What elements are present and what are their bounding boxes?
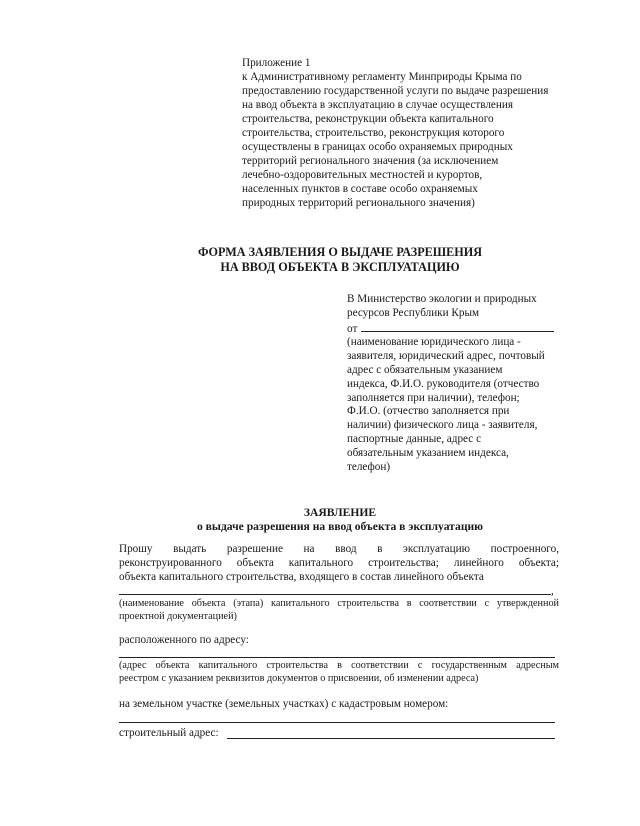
appendix-line: территорий регионального значения (за исключением xyxy=(242,155,499,167)
request-line3: объекта капитального строительства, входящего в состав линейного объекта xyxy=(119,571,484,583)
recipient-hint-line: обязательным указанием индекса, xyxy=(347,446,509,459)
address-field[interactable] xyxy=(119,657,555,658)
address-hint-line1: (адрес объекта капитального строительства в соответствии с государственным адресным xyxy=(119,660,559,671)
recipient-line1: В Министерство экологии и природных xyxy=(347,293,537,305)
appendix-header xyxy=(242,56,572,210)
recipient-hint-line: паспортные данные, адрес с xyxy=(347,432,482,445)
recipient-line2: ресурсов Республики Крым xyxy=(347,306,480,319)
appendix-line: строительства, реконструкции объекта капитального xyxy=(242,113,494,125)
recipient-hint-line: адрес с обязательным указанием xyxy=(347,363,503,376)
recipient-hint-line: заявителя, юридический адрес, почтовый xyxy=(347,350,545,363)
form-title-line2: НА ВВОД ОБЪЕКТА В ЭКСПЛУАТАЦИЮ xyxy=(220,260,460,274)
build-address-label: строительный адрес: xyxy=(119,727,219,739)
address-hint-line2: реестром с указанием реквизитов документов о присвоении, об изменении адреса) xyxy=(119,673,479,684)
located-label: расположенного по адресу: xyxy=(119,634,249,646)
cadastral-label: на земельном участке (земельных участках) с кадастровым номером: xyxy=(119,698,449,710)
request-line2: реконструированного объекта капитального строительства; линейного объекта; xyxy=(119,557,559,569)
recipient-from-field[interactable] xyxy=(361,321,554,332)
request-line1: Прошу выдать разрешение на ввод в эксплуатацию построенного, xyxy=(119,543,559,555)
appendix-line: населенных пунктов в составе особо охраняемых xyxy=(242,183,478,195)
appendix-line: лечебно-оздоровительных местностей и курортов, xyxy=(242,169,483,181)
recipient-hint-line: заполняется при наличии), телефон; xyxy=(347,391,520,404)
recipient-from-row xyxy=(347,321,562,337)
form-title-line1: ФОРМА ЗАЯВЛЕНИЯ О ВЫДАЧЕ РАЗРЕШЕНИЯ xyxy=(197,245,483,259)
cadastral-number-field[interactable] xyxy=(119,722,555,723)
statement-title-block xyxy=(120,506,560,533)
appendix-line: строительства, строительство, реконструкция которого xyxy=(242,127,505,139)
object-name-field[interactable] xyxy=(119,594,551,595)
recipient-hint-line: телефон) xyxy=(347,460,391,473)
object-hint-line1: (наименование объекта (этапа) капитального строительства в соответствии с утвержденной xyxy=(119,598,559,609)
recipient-hint-line: индекса, Ф.И.О. руководителя (отчество xyxy=(347,377,540,390)
appendix-line: природных территорий регионального значения) xyxy=(242,197,475,209)
appendix-line: к Административному регламенту Минприроды Крыма по xyxy=(242,71,522,83)
form-title xyxy=(120,245,560,275)
recipient-hint-line: наличии) физического лица - заявителя, xyxy=(347,419,538,432)
object-name-comma: , xyxy=(551,585,554,597)
object-hint-line2: проектной документацией) xyxy=(119,611,237,622)
recipient-block xyxy=(347,293,562,474)
appendix-line: Приложение 1 xyxy=(242,57,311,69)
appendix-line: предоставлению государственной услуги по выдаче разрешения xyxy=(242,85,549,97)
appendix-line: осуществлены в границах особо охраняемых природных xyxy=(242,141,513,153)
recipient-hint-line: Ф.И.О. (отчество заполняется при xyxy=(347,405,510,418)
build-address-field[interactable] xyxy=(227,738,555,739)
recipient-from-label: от xyxy=(347,322,358,335)
statement-subtitle: о выдаче разрешения на ввод объекта в эксплуатацию xyxy=(196,519,484,533)
recipient-hint-line: (наименование юридического лица - xyxy=(347,336,521,349)
appendix-line: на ввод объекта в эксплуатацию в случае осуществления xyxy=(242,99,514,111)
statement-title: ЗАЯВЛЕНИЕ xyxy=(303,506,377,519)
